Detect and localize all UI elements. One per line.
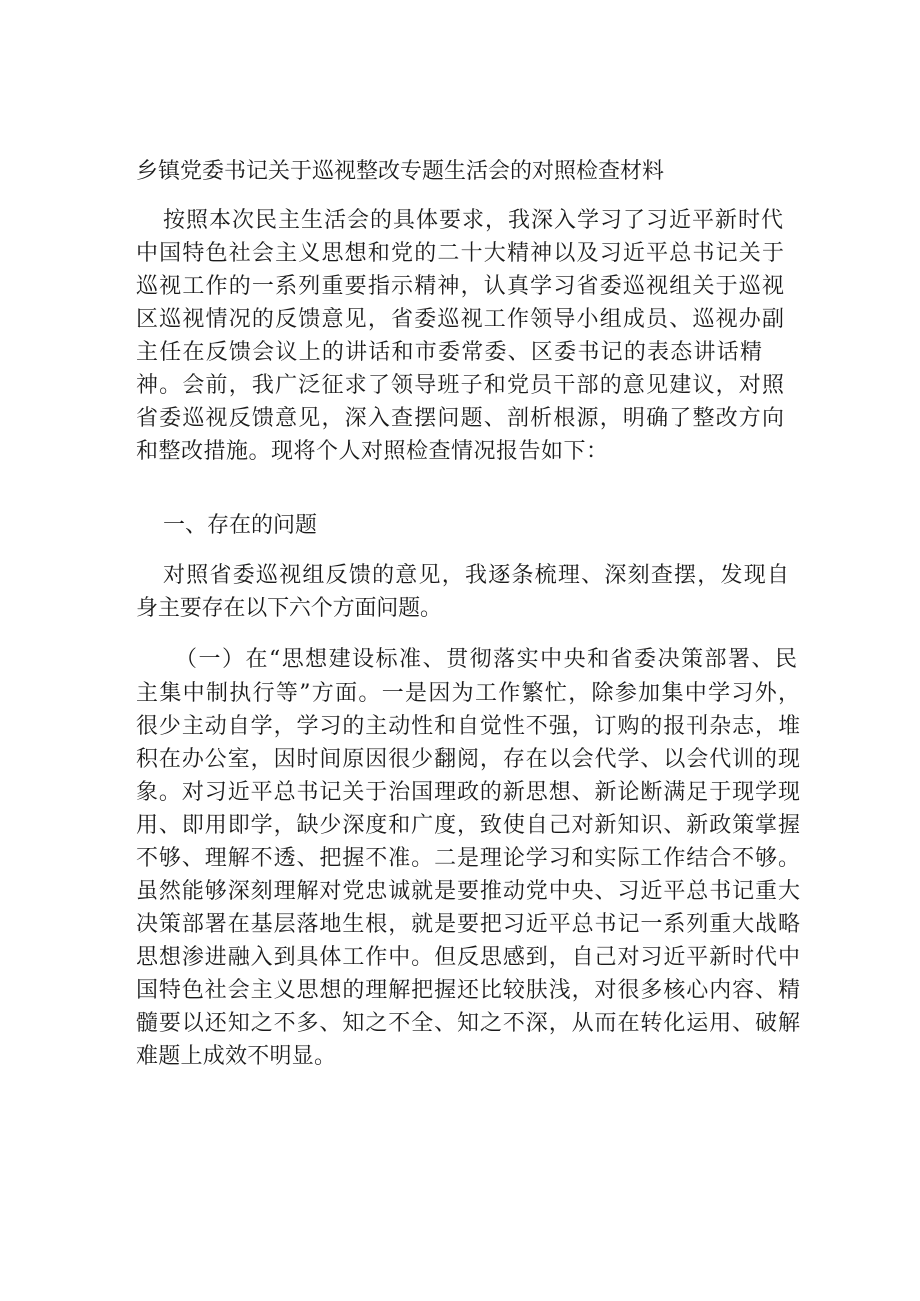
paragraph-line: （一）在“思想建设标准、贯彻落实中央和省委决策部署、民 [175, 647, 799, 672]
paragraph-line: 不够、理解不透、把握不准。二是理论学习和实际工作结合不够。 [136, 846, 801, 871]
paragraph-line: 中国特色社会主义思想和党的二十大精神以及习近平总书记关于 [136, 241, 786, 266]
paragraph-line: 区巡视情况的反馈意见，省委巡视工作领导小组成员、巡视办副 [136, 307, 786, 332]
paragraph-line: 思想渗进融入到具体工作中。但反思感到，自己对习近平新时代中 [136, 945, 801, 970]
paragraph-line: 很少主动自学，学习的主动性和自觉性不强，订购的报刊杂志，堆 [136, 714, 801, 739]
paragraph-line: 决策部署在基层落地生根，就是要把习近平总书记一系列重大战略 [136, 912, 801, 937]
paragraph-line: 对照省委巡视组反馈的意见，我逐条梳理、深刻查摆，发现自 [163, 563, 791, 588]
paragraph-line: 主任在反馈会议上的讲话和市委常委、区委书记的表态讲话精 [136, 340, 764, 365]
paragraph-line: 省委巡视反馈意见，深入查摆问题、剖析根源，明确了整改方向 [136, 406, 786, 431]
paragraph-line: 积在办公室，因时间原因很少翻阅，存在以会代学、以会代训的现 [136, 747, 801, 772]
paragraph-line: 身主要存在以下六个方面问题。 [136, 596, 442, 621]
paragraph-line: 按照本次民主生活会的具体要求，我深入学习了习近平新时代 [163, 208, 784, 233]
paragraph-line: 主集中制执行等”方面。一是因为工作繁忙，除参加集中学习外， [136, 681, 802, 706]
paragraph-line: 和整改措施。现将个人对照检查情况报告如下： [136, 439, 609, 464]
paragraph-line: 虽然能够深刻理解对党忠诚就是要推动党中央、习近平总书记重大 [136, 879, 801, 904]
paragraph-line: 用、即用即学，缺少深度和广度，致使自己对新知识、新政策掌握 [136, 813, 801, 838]
paragraph-line: 髓要以还知之不多、知之不全、知之不深，从而在转化运用、破解 [136, 1011, 801, 1036]
paragraph-line: 神。会前，我广泛征求了领导班子和党员干部的意见建议，对照 [136, 373, 786, 398]
paragraph-line: 难题上成效不明显。 [136, 1044, 337, 1069]
document-title: 乡镇党委书记关于巡视整改专题生活会的对照检查材料 [136, 159, 665, 184]
paragraph-line: 巡视工作的一系列重要指示精神，认真学习省委巡视组关于巡视 [136, 274, 786, 299]
paragraph-line: 象。对习近平总书记关于治国理政的新思想、新论断满足于现学现 [136, 780, 801, 805]
section-heading: 一、存在的问题 [163, 513, 318, 538]
paragraph-line: 国特色社会主义思想的理解把握还比较肤浅，对很多核心内容、精 [136, 978, 801, 1003]
